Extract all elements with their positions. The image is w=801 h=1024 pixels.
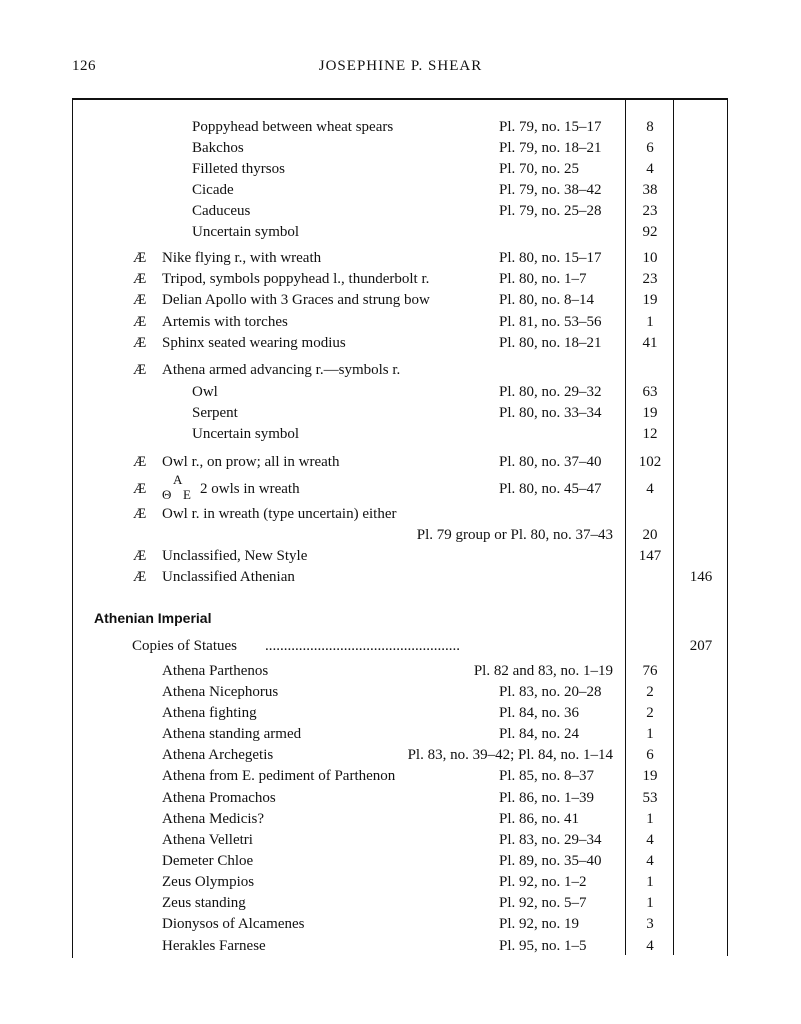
row-label: Athena from E. pediment of Parthenon bbox=[162, 768, 396, 784]
metal-prefix: Æ bbox=[133, 271, 147, 287]
row-count: 2 bbox=[646, 705, 654, 721]
row-count: 6 bbox=[646, 140, 654, 156]
metal-prefix: Æ bbox=[133, 335, 147, 351]
metal-prefix: Æ bbox=[133, 292, 147, 308]
row-label: Nike flying r., with wreath bbox=[162, 250, 322, 266]
row-label: Delian Apollo with 3 Graces and strung bow bbox=[162, 292, 430, 308]
subtotal-row bbox=[0, 636, 801, 657]
table-row bbox=[0, 546, 801, 567]
table-row bbox=[0, 269, 801, 290]
row-label: Sphinx seated wearing modius bbox=[162, 335, 346, 351]
table-row bbox=[0, 745, 801, 766]
table-row bbox=[0, 117, 801, 138]
row-label: Unclassified Athenian bbox=[162, 569, 295, 585]
metal-prefix: Æ bbox=[133, 506, 147, 522]
table-row bbox=[0, 333, 801, 354]
row-ref: Pl. 95, no. 1–5 bbox=[499, 938, 587, 954]
row-total: 207 bbox=[689, 638, 713, 654]
row-count: 12 bbox=[642, 426, 658, 442]
row-ref: Pl. 86, no. 41 bbox=[499, 811, 580, 827]
table-row bbox=[0, 724, 801, 745]
row-ref: Pl. 85, no. 8–37 bbox=[499, 768, 595, 784]
row-label: Filleted thyrsos bbox=[192, 161, 285, 177]
table-row bbox=[0, 180, 801, 201]
row-label: Zeus standing bbox=[162, 895, 246, 911]
table-row bbox=[0, 936, 801, 957]
row-count: 102 bbox=[638, 454, 662, 470]
row-count: 63 bbox=[642, 384, 658, 400]
row-label: Unclassified, New Style bbox=[162, 548, 308, 564]
row-label: Owl bbox=[192, 384, 218, 400]
table-row bbox=[0, 248, 801, 269]
row-label: Poppyhead between wheat spears bbox=[192, 119, 394, 135]
row-ref: Pl. 83, no. 39–42; Pl. 84, no. 1–14 bbox=[407, 747, 613, 763]
row-ref: Pl. 84, no. 24 bbox=[499, 726, 580, 742]
row-ref: Pl. 92, no. 5–7 bbox=[499, 895, 587, 911]
row-label: Athena Parthenos bbox=[162, 663, 269, 679]
row-count: 38 bbox=[642, 182, 658, 198]
row-count: 3 bbox=[646, 916, 654, 932]
table-row bbox=[0, 290, 801, 311]
row-label: Athena Medicis? bbox=[162, 811, 265, 827]
row-count: 10 bbox=[642, 250, 658, 266]
row-ref: Pl. 80, no. 45–47 bbox=[499, 481, 602, 497]
row-label: Serpent bbox=[192, 405, 238, 421]
table-row bbox=[0, 567, 801, 588]
table-row bbox=[0, 472, 801, 502]
table-row bbox=[0, 201, 801, 222]
row-ref: Pl. 80, no. 1–7 bbox=[499, 271, 587, 287]
row-label: Copies of Statues bbox=[132, 638, 237, 654]
row-count: 4 bbox=[646, 161, 654, 177]
table-row bbox=[0, 682, 801, 703]
row-ref: Pl. 82 and 83, no. 1–19 bbox=[473, 663, 613, 679]
row-count: 41 bbox=[642, 335, 658, 351]
table-row bbox=[0, 159, 801, 180]
metal-prefix: Æ bbox=[133, 454, 147, 470]
section-title: Athenian Imperial bbox=[94, 610, 212, 626]
row-count: 20 bbox=[642, 527, 658, 543]
row-count: 23 bbox=[642, 271, 658, 287]
row-ref: Pl. 83, no. 20–28 bbox=[499, 684, 602, 700]
row-ref: Pl. 89, no. 35–40 bbox=[499, 853, 602, 869]
row-ref: Pl. 84, no. 36 bbox=[499, 705, 580, 721]
metal-prefix: Æ bbox=[133, 362, 147, 378]
row-label: Athena Archegetis bbox=[162, 747, 274, 763]
row-label: Athena Velletri bbox=[162, 832, 253, 848]
table-row bbox=[0, 382, 801, 403]
row-label: Zeus Olympios bbox=[162, 874, 255, 890]
table-row bbox=[0, 424, 801, 445]
row-label: Athena Promachos bbox=[162, 790, 276, 806]
row-label: Uncertain symbol bbox=[192, 426, 300, 442]
row-label: 2 owls in wreath bbox=[200, 481, 300, 497]
table-row bbox=[0, 504, 801, 525]
row-count: 1 bbox=[646, 811, 654, 827]
row-ref: Pl. 79, no. 18–21 bbox=[499, 140, 602, 156]
row-ref: Pl. 80, no. 15–17 bbox=[499, 250, 602, 266]
row-label: Athena Nicephorus bbox=[162, 684, 279, 700]
row-count: 19 bbox=[642, 768, 658, 784]
row-label: Cicade bbox=[192, 182, 234, 198]
row-label: Tripod, symbols poppyhead l., thunderbolt r. bbox=[162, 271, 430, 287]
row-ref: Pl. 80, no. 33–34 bbox=[499, 405, 602, 421]
row-label: Demeter Chloe bbox=[162, 853, 254, 869]
table-row bbox=[0, 703, 801, 724]
row-ref: Pl. 70, no. 25 bbox=[499, 161, 580, 177]
row-count: 23 bbox=[642, 203, 658, 219]
table-row bbox=[0, 788, 801, 809]
row-count: 2 bbox=[646, 684, 654, 700]
row-ref: Pl. 79, no. 25–28 bbox=[499, 203, 602, 219]
row-label: Athena standing armed bbox=[162, 726, 302, 742]
table-row bbox=[0, 914, 801, 935]
monogram-left: Θ bbox=[162, 487, 172, 502]
metal-prefix: Æ bbox=[133, 548, 147, 564]
metal-prefix: Æ bbox=[133, 314, 147, 330]
row-ref: Pl. 80, no. 37–40 bbox=[499, 454, 602, 470]
group-heading: Athena armed advancing r.—symbols r. bbox=[162, 362, 401, 378]
row-ref: Pl. 79 group or Pl. 80, no. 37–43 bbox=[416, 527, 613, 543]
row-ref: Pl. 80, no. 29–32 bbox=[499, 384, 602, 400]
row-label: Dionysos of Alcamenes bbox=[162, 916, 305, 932]
page-number: 126 bbox=[72, 58, 96, 74]
monogram-right: E bbox=[183, 487, 191, 502]
monogram-top: A bbox=[173, 472, 183, 487]
row-label: Owl r. in wreath (type uncertain) either bbox=[162, 506, 397, 522]
table-row bbox=[0, 661, 801, 682]
row-label: Uncertain symbol bbox=[192, 224, 300, 240]
row-label: Athena fighting bbox=[162, 705, 257, 721]
row-count: 4 bbox=[646, 853, 654, 869]
table-row bbox=[0, 851, 801, 872]
running-head: JOSEPHINE P. SHEAR bbox=[318, 58, 483, 74]
row-count: 1 bbox=[646, 726, 654, 742]
table-row bbox=[0, 452, 801, 473]
row-count: 1 bbox=[646, 895, 654, 911]
metal-prefix: Æ bbox=[133, 481, 147, 497]
row-count: 76 bbox=[642, 663, 658, 679]
table-row bbox=[0, 809, 801, 830]
row-ref: Pl. 92, no. 1–2 bbox=[499, 874, 587, 890]
row-count: 147 bbox=[638, 548, 662, 564]
row-count: 1 bbox=[646, 874, 654, 890]
row-label: Bakchos bbox=[192, 140, 244, 156]
row-count: 8 bbox=[646, 119, 654, 135]
table-row-continuation bbox=[0, 525, 801, 546]
table-row bbox=[0, 222, 801, 243]
row-count: 19 bbox=[642, 292, 658, 308]
table-row bbox=[0, 830, 801, 851]
row-count: 92 bbox=[642, 224, 658, 240]
table-row bbox=[0, 138, 801, 159]
row-label: Caduceus bbox=[192, 203, 251, 219]
row-label: Artemis with torches bbox=[162, 314, 288, 330]
row-ref: Pl. 81, no. 53–56 bbox=[499, 314, 602, 330]
row-count: 1 bbox=[646, 314, 654, 330]
row-count: 19 bbox=[642, 405, 658, 421]
row-count: 4 bbox=[646, 832, 654, 848]
table-row bbox=[0, 872, 801, 893]
group-heading-row bbox=[0, 360, 801, 381]
row-ref: Pl. 80, no. 18–21 bbox=[499, 335, 602, 351]
row-ref: Pl. 83, no. 29–34 bbox=[499, 832, 602, 848]
row-ref: Pl. 92, no. 19 bbox=[499, 916, 580, 932]
row-count: 53 bbox=[642, 790, 658, 806]
row-count: 6 bbox=[646, 747, 654, 763]
row-total: 146 bbox=[689, 569, 713, 585]
metal-prefix: Æ bbox=[133, 569, 147, 585]
row-count: 4 bbox=[646, 481, 654, 497]
table-row bbox=[0, 312, 801, 333]
row-ref: Pl. 79, no. 38–42 bbox=[499, 182, 602, 198]
table-top-rule bbox=[72, 98, 728, 100]
row-label: Herakles Farnese bbox=[162, 938, 266, 954]
row-count: 4 bbox=[646, 938, 654, 954]
row-ref: Pl. 86, no. 1–39 bbox=[499, 790, 595, 806]
row-ref: Pl. 80, no. 8–14 bbox=[499, 292, 595, 308]
metal-prefix: Æ bbox=[133, 250, 147, 266]
dot-leader: .................................................... bbox=[265, 638, 460, 654]
table-row bbox=[0, 893, 801, 914]
row-ref: Pl. 79, no. 15–17 bbox=[499, 119, 602, 135]
table-row bbox=[0, 766, 801, 787]
row-label: Owl r., on prow; all in wreath bbox=[162, 454, 340, 470]
table-row bbox=[0, 403, 801, 424]
